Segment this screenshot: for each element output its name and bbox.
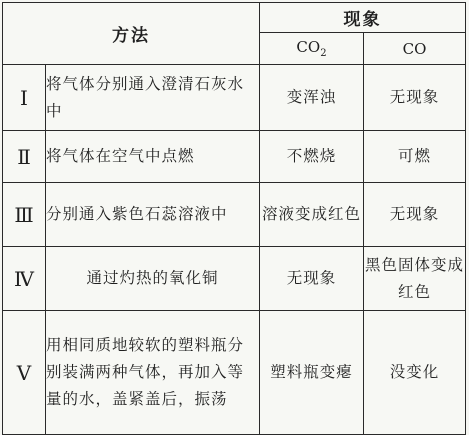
row-numeral: Ⅲ — [3, 183, 46, 247]
co2-cell: 溶液变成红色 — [260, 183, 364, 247]
table-row — [3, 131, 466, 183]
row-numeral: Ⅳ — [3, 247, 46, 311]
row-numeral: Ⅰ — [3, 65, 46, 131]
co-cell: 无现象 — [364, 183, 466, 247]
phenomenon-header: 现象 — [260, 3, 466, 33]
co-header: CO — [364, 33, 466, 65]
method-cell: 将气体在空气中点燃 — [46, 131, 260, 183]
co2-header — [260, 33, 364, 65]
row-numeral: Ⅱ — [3, 131, 46, 183]
method-cell: 用相同质地较软的塑料瓶分别装满两种气体，再加入等量的水，盖紧盖后，振荡 — [46, 311, 260, 435]
co2-cell: 无现象 — [260, 247, 364, 311]
row-numeral: Ⅴ — [3, 311, 46, 435]
co-cell: 黑色固体变成红色 — [364, 247, 466, 311]
co2-cell: 塑料瓶变瘪 — [260, 311, 364, 435]
co-cell: 可燃 — [364, 131, 466, 183]
table-row — [3, 65, 466, 131]
header-row — [3, 3, 466, 33]
co2-cell: 变浑浊 — [260, 65, 364, 131]
method-cell: 通过灼热的氧化铜 — [46, 247, 260, 311]
co2-header-subscript: 2 — [320, 48, 327, 59]
table-row — [3, 183, 466, 247]
co-cell: 无现象 — [364, 65, 466, 131]
co2-cell: 不燃烧 — [260, 131, 364, 183]
table-row — [3, 247, 466, 311]
co-cell: 没变化 — [364, 311, 466, 435]
co2-header-base: CO — [296, 38, 321, 56]
table-row — [3, 311, 466, 435]
comparison-table — [2, 2, 466, 435]
method-cell: 将气体分别通入澄清石灰水中 — [46, 65, 260, 131]
method-header: 方法 — [3, 3, 260, 65]
method-cell: 分别通入紫色石蕊溶液中 — [46, 183, 260, 247]
